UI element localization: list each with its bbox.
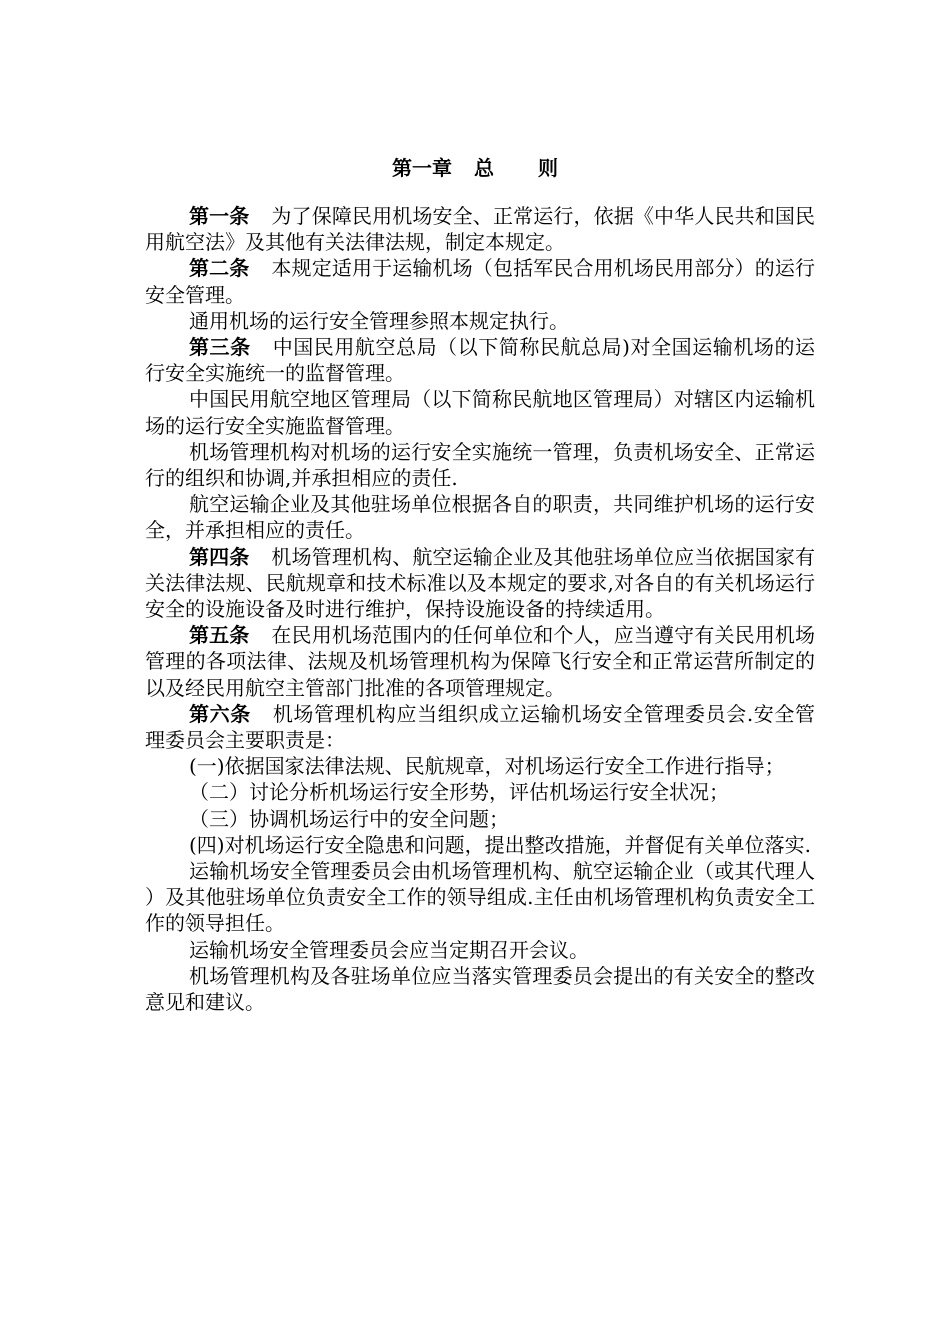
paragraph-text: 在民用机场范围内的任何单位和个人，应当遵守有关民用机场管理的各项法律、法规及机场管理机构为保障飞行安全和正常运营所制定的以及经民用航空主管部门批准的各项管理规定。: [145, 623, 816, 700]
body-paragraph: [145, 779, 815, 805]
paragraph-text: 机场管理机构、航空运输企业及其他驻场单位应当依据国家有关法律法规、民航规章和技术标准以及本规定的要求,对各自的有关机场运行安全的设施设备及时进行维护，保持设施设备的持续适用。: [145, 544, 816, 622]
paragraph-text: （二）讨论分析机场运行安全形势，评估机场运行安全状况；: [189, 780, 729, 805]
chapter-word-1: 总: [474, 156, 494, 180]
article-paragraph: [145, 203, 815, 255]
body-paragraph: [145, 753, 815, 779]
document-body: [145, 203, 815, 1015]
article-number: 第六条: [189, 701, 251, 726]
chapter-number: 第一章: [392, 156, 452, 180]
paragraph-text: 运输机场安全管理委员会由机场管理机构、航空运输企业（或其代理人）及其他驻场单位负责安全工作的领导组成.主任由机场管理机构负责安全工作的领导担任。: [145, 859, 815, 936]
body-paragraph: [145, 308, 815, 334]
paragraph-text: 机场管理机构及各驻场单位应当落实管理委员会提出的有关安全的整改意见和建议。: [145, 963, 815, 1015]
article-paragraph: [145, 255, 815, 307]
paragraph-text: 本规定适用于运输机场（包括军民合用机场民用部分）的运行安全管理。: [145, 256, 816, 307]
paragraph-text: 为了保障民用机场安全、正常运行，依据《中华人民共和国民用航空法》及其他有关法律法规，制定本规定。: [145, 204, 816, 255]
body-paragraph: [145, 439, 815, 491]
article-paragraph: [145, 622, 815, 701]
paragraph-text: （三）协调机场运行中的安全问题；: [189, 806, 509, 831]
body-paragraph: [145, 937, 815, 963]
paragraph-text: 机场管理机构对机场的运行安全实施统一管理，负责机场安全、正常运行的组织和协调,并承担相应的责任.: [145, 439, 815, 491]
paragraph-text: 机场管理机构应当组织成立运输机场安全管理委员会.安全管理委员会主要职责是：: [145, 701, 816, 753]
paragraph-text: 航空运输企业及其他驻场单位根据各自的职责，共同维护机场的运行安全，并承担相应的责任。: [145, 492, 815, 543]
article-number: 第三条: [189, 335, 251, 360]
paragraph-text: (一)依据国家法律法规、民航规章，对机场运行安全工作进行指导；: [189, 754, 785, 779]
body-paragraph: [145, 858, 815, 937]
body-paragraph: [145, 806, 815, 832]
body-paragraph: [145, 491, 815, 543]
paragraph-text: (四)对机场运行安全隐患和问题，提出整改措施，并督促有关单位落实.: [189, 832, 811, 857]
article-paragraph: [145, 701, 815, 753]
body-paragraph: [145, 386, 815, 438]
paragraph-text: 运输机场安全管理委员会应当定期召开会议。: [189, 937, 589, 962]
body-paragraph: [145, 832, 815, 858]
paragraph-text: 通用机场的运行安全管理参照本规定执行。: [189, 308, 569, 333]
article-number: 第四条: [189, 544, 250, 569]
chapter-title: [0, 152, 950, 181]
chapter-word-2: 则: [538, 156, 558, 180]
paragraph-text: 中国民用航空地区管理局（以下简称民航地区管理局）对辖区内运输机场的运行安全实施监督管理。: [145, 387, 815, 438]
article-paragraph: [145, 334, 815, 386]
article-number: 第五条: [189, 623, 250, 648]
article-number: 第二条: [189, 256, 250, 281]
body-paragraph: [145, 963, 815, 1015]
article-number: 第一条: [189, 204, 250, 228]
paragraph-text: 中国民用航空总局（以下简称民航总局)对全国运输机场的运行安全实施统一的监督管理。: [145, 335, 816, 386]
article-paragraph: [145, 544, 815, 623]
